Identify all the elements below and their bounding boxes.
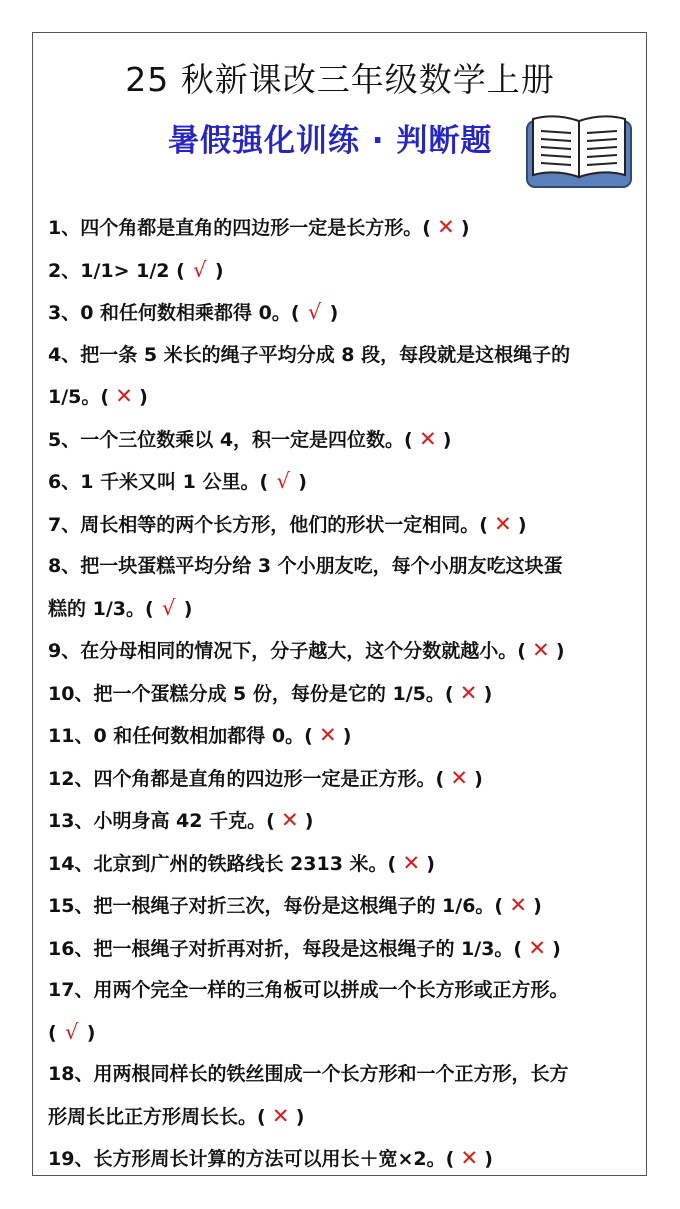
cross-mark-icon: ✕ (115, 384, 133, 408)
question-text: 19、长方形周长计算的方法可以用长＋宽×2。( (48, 1148, 455, 1170)
question-item (48, 1096, 643, 1139)
question-text: 1、四个角都是直角的四边形一定是长方形。( (48, 217, 431, 239)
close-paren: ) (555, 640, 565, 662)
cross-mark-icon: ✕ (450, 765, 468, 790)
cross-mark-icon: ✕ (528, 935, 546, 960)
page-subtitle: 暑假强化训练 · 判断题 (168, 123, 493, 159)
question-text: 6、1 千米又叫 1 公里。( (48, 471, 269, 493)
check-mark-icon: √ (276, 469, 290, 493)
question-item (48, 800, 643, 843)
close-paren: ) (183, 597, 193, 620)
close-paren: ) (517, 513, 527, 536)
question-text: 3、0 和任何数相乘都得 0。( (48, 302, 300, 324)
cross-mark-icon: ✕ (494, 511, 512, 536)
question-text: 2、1/1> 1/2 ( (48, 259, 185, 282)
question-item (48, 928, 643, 971)
close-paren: ) (442, 428, 452, 451)
cross-mark-icon: ✕ (437, 215, 455, 239)
question-item (48, 673, 643, 716)
close-paren: ) (533, 895, 542, 917)
question-item (48, 292, 643, 335)
cross-mark-icon: ✕ (509, 893, 527, 917)
question-item (48, 843, 643, 886)
question-text: 9、在分母相同的情况下，分子越大，这个分数就越小。( (48, 640, 526, 662)
question-item (48, 630, 643, 673)
close-paren: ) (214, 259, 224, 282)
question-item (48, 1012, 643, 1055)
question-item (48, 250, 643, 293)
question-text: 10、把一个蛋糕分成 5 份，每份是它的 1/5。( (48, 682, 454, 705)
cross-mark-icon: ✕ (418, 426, 437, 451)
question-item (48, 885, 643, 928)
question-line: 18、用两根同样长的铁丝围成一个长方形和一个正方形，长方 (48, 1063, 569, 1085)
close-paren: ) (139, 386, 148, 408)
cross-mark-icon: ✕ (460, 1146, 479, 1170)
cross-mark-icon: ✕ (280, 808, 299, 832)
question-text: 糕的 1/3。( (48, 597, 154, 620)
close-paren: ) (295, 1105, 305, 1128)
close-paren: ) (304, 810, 314, 832)
close-paren: ) (342, 725, 352, 747)
check-mark-icon: √ (161, 595, 176, 620)
question-text: 12、四个角都是直角的四边形一定是正方形。( (48, 767, 445, 790)
question-text: ( (48, 1021, 57, 1044)
question-item (48, 758, 643, 801)
question-text: 7、周长相等的两个长方形，他们的形状一定相同。( (48, 513, 488, 536)
question-text: 13、小明身高 42 千克。( (48, 810, 275, 832)
question-text: 15、把一根绳子对折三次，每份是这根绳子的 1/6。( (48, 895, 504, 917)
close-paren: ) (298, 471, 307, 493)
question-text: 14、北京到广州的铁路线长 2313 米。( (48, 852, 397, 875)
question-item (48, 588, 643, 631)
cross-mark-icon: ✕ (532, 638, 550, 662)
cross-mark-icon: ✕ (271, 1103, 290, 1128)
check-mark-icon: √ (307, 300, 322, 324)
close-paren: ) (484, 1148, 493, 1170)
question-item (48, 419, 643, 462)
question-text: 1/5。( (48, 386, 110, 408)
book-icon (525, 113, 633, 189)
question-item (48, 207, 643, 250)
cross-mark-icon: ✕ (459, 680, 478, 705)
question-text: 11、0 和任何数相加都得 0。( (48, 725, 313, 747)
question-text: 5、一个三位数乘以 4，积一定是四位数。( (48, 428, 413, 451)
question-item (48, 504, 643, 547)
close-paren: ) (329, 302, 339, 324)
close-paren: ) (552, 937, 561, 960)
page-title: 25 秋新课改三年级数学上册 (125, 60, 555, 99)
check-mark-icon: √ (193, 257, 207, 282)
close-paren: ) (426, 852, 435, 875)
question-line: 17、用两个完全一样的三角板可以拼成一个长方形或正方形。 (48, 979, 569, 1001)
question-list (48, 207, 643, 1181)
close-paren: ) (483, 682, 493, 705)
cross-mark-icon: ✕ (402, 850, 421, 875)
question-text: 形周长比正方形周长长。( (48, 1105, 266, 1128)
check-mark-icon: √ (64, 1019, 79, 1044)
question-item (48, 715, 643, 758)
cross-mark-icon: ✕ (318, 723, 337, 747)
question-text: 16、把一根绳子对折再对折，每段是这根绳子的 1/3。( (48, 937, 523, 960)
close-paren: ) (86, 1021, 96, 1044)
question-item (48, 376, 643, 419)
question-item (48, 461, 643, 504)
question-line: 8、把一块蛋糕平均分给 3 个小朋友吃，每个小朋友吃这块蛋 (48, 555, 563, 577)
close-paren: ) (460, 217, 470, 239)
question-item (48, 1138, 643, 1181)
close-paren: ) (474, 767, 483, 790)
question-line: 4、把一条 5 米长的绳子平均分成 8 段，每段就是这根绳子的 (48, 343, 571, 366)
